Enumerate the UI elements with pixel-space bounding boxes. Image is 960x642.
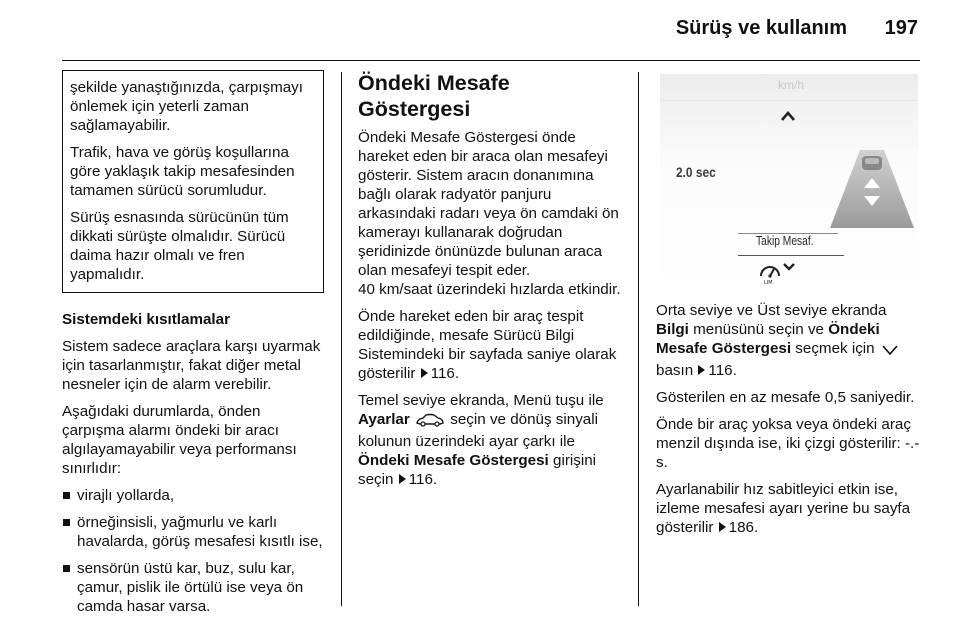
cluster-display-illustration	[660, 74, 918, 288]
text: girişini seçin	[358, 452, 597, 488]
paragraph-intro: Öndeki Mesafe Göstergesi önde hareket eden bir araca olan mesafeyi gösterir. Sistem aracın donanımına bağlı olarak radyatör panjuru arkasındaki radarı veya ön camdaki ön kamerayı kullanarak doğrudan şeridinizde önünüzde bulunan araca olan mesafeyi tespit eder.	[358, 129, 619, 279]
limitations-list	[62, 486, 324, 616]
time-gap-value: 2.0 sec	[676, 164, 716, 180]
paragraph-cruise	[656, 480, 922, 537]
page-number: 197	[884, 17, 918, 39]
text: Orta seviye ve Üst seviye ekranda	[656, 302, 887, 319]
display-top-line	[660, 100, 918, 101]
chevron-down-icon	[881, 342, 899, 361]
lead-vehicle-lane-icon	[828, 148, 916, 230]
column-right	[656, 301, 922, 545]
page-ref: 186.	[728, 519, 759, 536]
limiter-text: LIM	[764, 280, 773, 286]
text: menüsünü seçin ve	[693, 321, 824, 338]
paragraph-display	[358, 307, 628, 383]
page-ref-icon	[421, 368, 428, 378]
cases-intro: Aşağıdaki durumlarda, önden çarpışma alarmı öndeki bir aracı algılayamayabilir veya performansı sınırlıdır:	[62, 403, 297, 477]
list-item: sensörün üstü kar, buz, sulu kar, çamur, pislik ile örtülü ise veya ön camda hasar varsa.	[62, 559, 324, 616]
text: Temel seviye ekranda, Menü tuşu ile	[358, 392, 604, 409]
warning-box	[62, 70, 324, 293]
column-left	[62, 70, 324, 624]
page-ref-icon	[719, 522, 726, 532]
vehicle-menu-icon	[415, 413, 445, 432]
column-divider-1	[341, 72, 342, 606]
info-menu-name: Bilgi	[656, 321, 689, 338]
page-ref-icon	[698, 365, 705, 375]
warning-text-2: Trafik, hava ve görüş koşullarına göre yaklaşık takip mesafesinden tamamen sürücü sorumludur.	[70, 144, 295, 199]
list-item: virajlı yollarda,	[62, 486, 324, 505]
paragraph-speed: 40 km/saat üzerindeki hızlarda etkindir.	[358, 281, 621, 298]
section-heading: Öndeki Mesafe Göstergesi	[358, 71, 510, 121]
header-rule	[62, 60, 920, 61]
page-ref: 116.	[430, 365, 460, 382]
list-item: örneğinsisli, yağmurlu ve karlı havalarda, görüş mesafesi kısıtlı ise,	[62, 513, 324, 551]
column-divider-2	[638, 72, 639, 606]
text: basın	[656, 362, 694, 379]
text: seçmek için	[795, 340, 875, 357]
running-header: Sürüş ve kullanım	[675, 17, 847, 39]
text: Önde hareket eden bir araç tespit edildiğinde, mesafe Sürücü Bilgi Sistemindeki bir sayfada saniye olarak gösterilir	[358, 308, 617, 382]
text: Ayarlanabilir hız sabitleyici etkin ise, izleme mesafesi ayarı yerine bu sayfa gösterilir	[656, 481, 911, 536]
feature-name: Öndeki Mesafe Göstergesi	[656, 321, 880, 357]
label-line-bottom	[738, 255, 844, 256]
follow-distance-label: Takip Mesaf.	[756, 234, 814, 248]
warning-text-3: Sürüş esnasında sürücünün tüm dikkati sürüşte olmalıdır. Sürücü daima hazır olmalı ve fren yapmalıdır.	[70, 209, 289, 283]
warning-text-1: şekilde yanaştığınızda, çarpışmayı önlemek için yeterli zaman sağlamayabilir.	[70, 79, 303, 134]
limits-title: Sistemdeki kısıtlamalar	[62, 311, 230, 328]
page-ref: 116.	[408, 471, 438, 488]
paragraph-select	[656, 301, 922, 380]
page-ref-icon	[399, 474, 406, 484]
text: seçin ve dönüş sinyali kolunun üzerindeki ayar çarkı ile	[358, 411, 599, 450]
feature-name: Öndeki Mesafe Göstergesi	[358, 452, 549, 469]
chevron-up-icon	[780, 110, 796, 122]
limits-text: Sistem sadece araçlara karşı uyarmak için tasarlanmıştır, fakat diğer metal nesneler için de alarm verebilir.	[62, 338, 321, 393]
page-ref: 116.	[708, 362, 737, 379]
paragraph-settings	[358, 391, 628, 489]
column-middle	[358, 70, 628, 497]
paragraph-no-vehicle: Önde bir araç yoksa veya öndeki araç menzil dışında ise, iki çizgi gösterilir: -.- s.	[656, 416, 920, 471]
settings-menu-name: Ayarlar	[358, 411, 410, 428]
speed-unit: km/h	[778, 78, 805, 92]
paragraph-min-distance: Gösterilen en az mesafe 0,5 saniyedir.	[656, 389, 915, 406]
speed-limiter-icon	[758, 260, 802, 286]
